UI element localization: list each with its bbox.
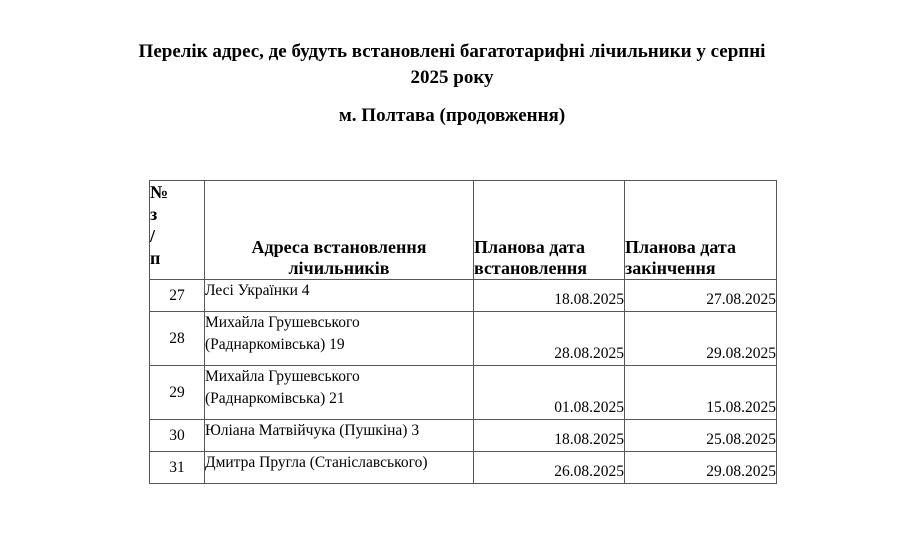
row-address [205,420,474,452]
table-row [150,366,777,420]
row-address [205,312,474,366]
header-number-line: № [150,182,169,202]
address-table [149,180,777,484]
row-address-line: Лесі Українки 4 [205,282,310,299]
row-number: 30 [150,420,205,452]
row-number: 29 [150,366,205,420]
document-subtitle: м. Полтава (продовження) [338,105,566,126]
header-end-line2: закінчення [625,258,716,278]
row-number: 28 [150,312,205,366]
row-end-date: 25.08.2025 [625,420,777,452]
row-address-line: Дмитра Пругла (Станіславського) [205,454,428,471]
header-install-line1: Планова дата [474,237,585,257]
row-address [205,366,474,420]
table-header-row [150,181,777,280]
row-address-line: (Раднаркомівська) 21 [205,390,345,407]
header-end-date [625,181,777,280]
document-title-line1: Перелік адрес, де будуть встановлені багатотарифні лічильники у серпні [138,41,766,62]
row-address [205,280,474,312]
row-end-date: 29.08.2025 [625,312,777,366]
header-number-line: з [150,204,158,224]
row-install-date: 18.08.2025 [474,280,625,312]
header-address [205,181,474,280]
table-row [150,280,777,312]
table-row [150,312,777,366]
row-install-date: 26.08.2025 [474,452,625,484]
document-title-line2: 2025 року [410,67,494,88]
row-install-date: 18.08.2025 [474,420,625,452]
row-address-line: Михайла Грушевського [205,314,360,331]
row-address [205,452,474,484]
header-number-line: п [150,248,161,268]
table-row [150,452,777,484]
row-number: 31 [150,452,205,484]
row-address-line: Михайла Грушевського [205,368,360,385]
header-install-date [474,181,625,280]
header-address-line1: Адреса встановлення [251,237,427,257]
header-number-line: / [150,226,156,246]
row-end-date: 15.08.2025 [625,366,777,420]
row-address-line: Юліана Матвійчука (Пушкіна) 3 [205,422,420,439]
header-end-line1: Планова дата [625,237,736,257]
row-address-line: (Раднаркомівська) 19 [205,336,345,353]
table-row [150,420,777,452]
header-number [150,181,205,280]
row-install-date: 28.08.2025 [474,312,625,366]
header-address-line2: лічильників [288,258,390,278]
row-end-date: 29.08.2025 [625,452,777,484]
row-number: 27 [150,280,205,312]
row-end-date: 27.08.2025 [625,280,777,312]
header-install-line2: встановлення [474,258,587,278]
row-install-date: 01.08.2025 [474,366,625,420]
